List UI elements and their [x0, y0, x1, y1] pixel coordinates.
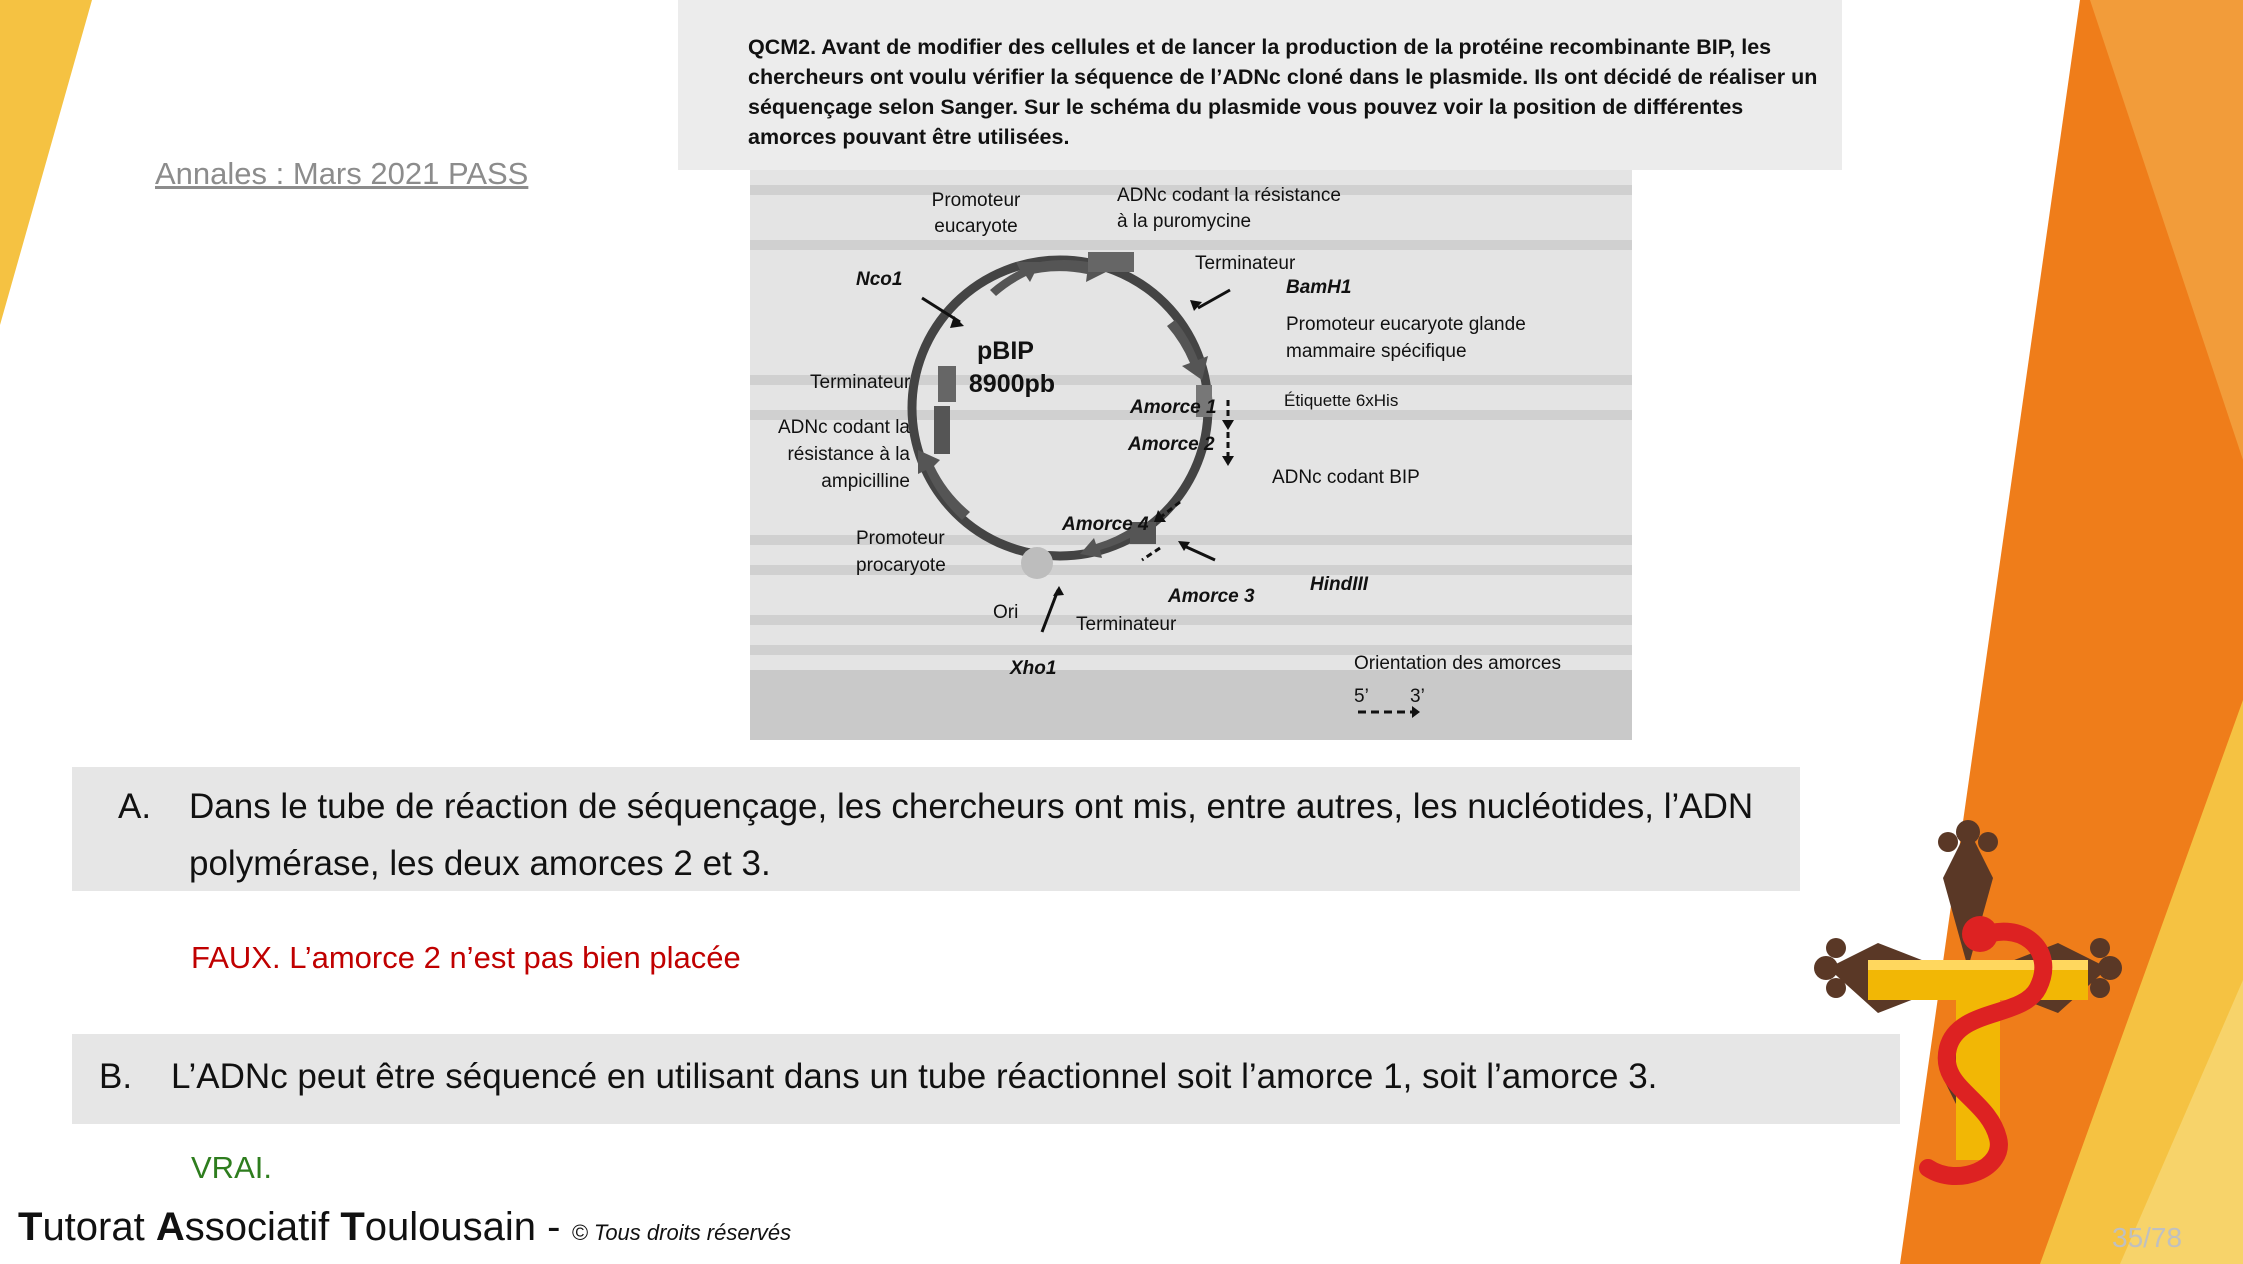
footer-t1: T — [18, 1205, 43, 1249]
label-three-prime: 3’ — [1410, 686, 1425, 707]
label-ampicilline-2: résistance à la — [787, 444, 910, 465]
label-five-prime: 5’ — [1354, 686, 1369, 707]
answer-b: VRAI. — [191, 1150, 272, 1185]
label-nco1: Nco1 — [856, 269, 903, 290]
label-promoteur-eucaryote-2: eucaryote — [934, 216, 1018, 237]
footer-title — [18, 1205, 791, 1250]
page-number: 35/78 — [2112, 1222, 2183, 1253]
footer-t2: A — [155, 1205, 185, 1249]
annales-link[interactable]: Annales : Mars 2021 PASS — [155, 156, 529, 191]
question-text: QCM2. Avant de modifier des cellules et de lancer la production de la protéine recombinante BIP, les chercheurs ont voulu vérifier la séquence de l’ADNc cloné dans le plasmide. Ils ont décidé de réaliser un séquençage selon Sanger. Sur le schéma du plasmide vous pouvez voir la position de différentes amorces pouvant être utilisées. — [748, 35, 1818, 149]
label-orientation: Orientation des amorces — [1354, 653, 1561, 674]
label-promoteur-glande-2: mammaire spécifique — [1286, 341, 1467, 362]
label-amorce-3: Amorce 3 — [1168, 586, 1255, 607]
option-b-text: L’ADNc peut être séquencé en utilisant dans un tube réactionnel soit l’amorce 1, soit l’amorce 3. — [171, 1057, 1658, 1096]
footer-r3: oulousain - — [364, 1205, 572, 1249]
plasmid-diagram — [750, 170, 1632, 740]
label-promoteur-procaryote-2: procaryote — [856, 555, 946, 576]
label-adnc-bip: ADNc codant BIP — [1272, 467, 1420, 488]
plasmid-map — [750, 170, 1632, 740]
label-terminateur-left: Terminateur — [810, 372, 911, 393]
label-promoteur-eucaryote-1: Promoteur — [931, 190, 1021, 211]
label-puromycine-1: ADNc codant la résistance — [1117, 185, 1341, 206]
footer-t3: T — [340, 1205, 365, 1249]
ori-circle — [1021, 547, 1053, 579]
label-ampicilline-1: ADNc codant la — [777, 417, 910, 438]
label-amorce-2: Amorce 2 — [1128, 434, 1215, 455]
label-terminateur-top: Terminateur — [1195, 253, 1296, 274]
label-promoteur-procaryote-1: Promoteur — [856, 528, 945, 549]
tutorat-logo — [1808, 818, 2128, 1204]
label-ampicilline-3: ampicilline — [821, 471, 910, 492]
option-b-letter: B. — [99, 1057, 133, 1096]
label-hindiii: HindIII — [1310, 574, 1369, 595]
label-amorce-1: Amorce 1 — [1130, 397, 1217, 418]
option-a-letter: A. — [118, 787, 152, 826]
option-a-text: Dans le tube de réaction de séquençage, les chercheurs ont mis, entre autres, les nucléotides, l’ADN polymérase, les deux amorces 2 et 3. — [189, 787, 1754, 883]
label-terminateur-bottom: Terminateur — [1076, 614, 1177, 635]
footer-r2: ssociatif — [184, 1205, 341, 1249]
left-corner-decoration — [0, 0, 100, 330]
plasmid-name: pBIP — [977, 337, 1034, 365]
plasmid-size: 8900pb — [968, 370, 1056, 398]
label-xho1: Xho1 — [1010, 658, 1057, 679]
label-promoteur-glande-1: Promoteur eucaryote glande — [1286, 314, 1526, 335]
label-ori: Ori — [993, 602, 1019, 623]
footer-r1: utorat — [42, 1205, 156, 1249]
label-etiquette-6xhis: Étiquette 6xHis — [1284, 391, 1399, 410]
label-puromycine-2: à la puromycine — [1117, 211, 1252, 232]
label-amorce-4: Amorce 4 — [1062, 514, 1149, 535]
label-bamh1: BamH1 — [1286, 277, 1352, 298]
answer-a: FAUX. L’amorce 2 n’est pas bien placée — [191, 940, 741, 975]
footer-rights: © Tous droits réservés — [571, 1220, 792, 1245]
